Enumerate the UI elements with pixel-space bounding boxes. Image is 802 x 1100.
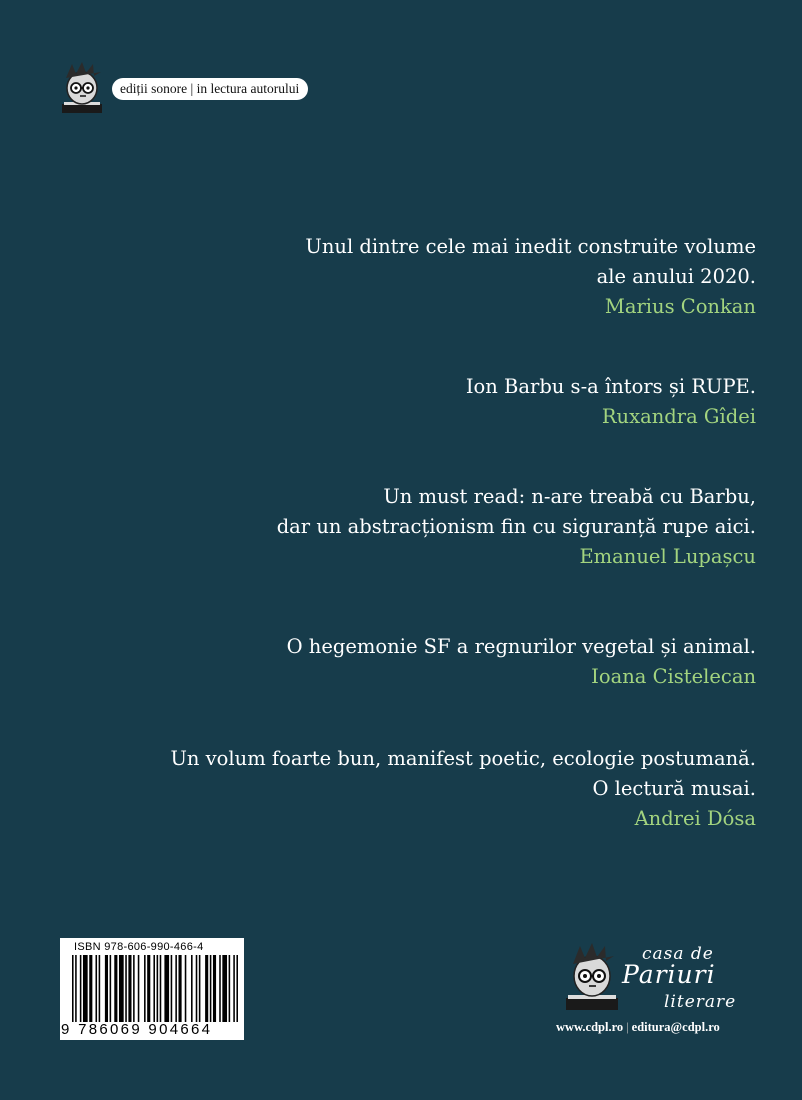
barcode-bar: [178, 955, 181, 1022]
publisher-name-line: casa de: [642, 944, 714, 964]
barcode-bar: [128, 955, 131, 1022]
barcode-bar: [229, 955, 231, 1022]
barcode-bar: [185, 955, 187, 1022]
blurb-author: Andrei Dósa: [634, 807, 756, 830]
blurb-author: Ioana Cistelecan: [591, 665, 756, 688]
blurb-quote: O lectură musai.: [592, 777, 756, 800]
barcode-digits: 9 786069 904664: [61, 1021, 213, 1038]
barcode-bar: [72, 955, 74, 1022]
barcode-bar: [80, 955, 82, 1022]
blurb: [466, 372, 756, 432]
barcode-bar: [83, 955, 88, 1022]
isbn-barcode: [60, 938, 244, 1040]
blurb-quote: Un must read: n-are treabă cu Barbu,: [383, 485, 756, 508]
series-label: ediții sonore | in lectura autorului: [112, 78, 308, 100]
barcode-bar: [99, 955, 101, 1022]
barcode-bar: [205, 955, 208, 1022]
barcode-bar: [222, 955, 227, 1022]
barcode-bar: [210, 955, 212, 1022]
blurb-quote: dar un abstracționism fin cu siguranță rupe aici.: [276, 515, 756, 538]
barcode-bars: [72, 955, 238, 1022]
barcode-bar: [144, 955, 146, 1022]
blurb-quote: O hegemonie SF a regnurilor vegetal și animal.: [286, 635, 756, 658]
barcode-bar: [191, 955, 193, 1022]
blurb: [277, 482, 756, 572]
barcode-bar: [114, 955, 117, 1022]
barcode-bar: [153, 955, 155, 1022]
barcode-bar: [219, 955, 221, 1022]
barcode-bar: [105, 955, 108, 1022]
barcode-bar: [138, 955, 140, 1022]
blurb: [170, 744, 756, 834]
publisher-name-line: literare: [664, 992, 737, 1012]
blurb-quote: Ion Barbu s-a întors și RUPE.: [465, 375, 756, 398]
barcode-bar: [157, 955, 159, 1022]
blurb-quote: ale anului 2020.: [596, 265, 756, 288]
barcode-bar: [89, 955, 92, 1022]
publisher-contact: [556, 1020, 720, 1035]
isbn-label: ISBN 978-606-990-466-4: [74, 941, 204, 953]
blurb-quote: Unul dintre cele mai inedit construite volume: [305, 235, 756, 258]
barcode-bar: [213, 955, 216, 1022]
blurb-author: Marius Conkan: [604, 295, 756, 318]
barcode-bar: [236, 955, 238, 1022]
barcode-bar: [175, 955, 177, 1022]
blurb: [287, 632, 756, 692]
barcode-bar: [164, 955, 169, 1022]
blurb-author: Ruxandra Gîdei: [601, 405, 756, 428]
barcode-bar: [125, 955, 127, 1022]
publisher-logo: [618, 944, 768, 1016]
barcode-bar: [95, 955, 97, 1022]
barcode-bar: [119, 955, 124, 1022]
publisher-email: editura@cdpl.ro: [631, 1020, 720, 1034]
blurb-quote: Un volum foarte bun, manifest poetic, ecologie postumană.: [170, 747, 756, 770]
publisher-name-line: Pariuri: [622, 960, 716, 989]
publisher-website: www.cdpl.ro: [556, 1020, 624, 1034]
barcode-bar: [110, 955, 112, 1022]
barcode-bar: [133, 955, 135, 1022]
barcode-bar: [147, 955, 150, 1022]
blurb-author: Emanuel Lupașcu: [579, 545, 756, 568]
barcode-bar: [199, 955, 201, 1022]
barcode-bar: [160, 955, 162, 1022]
separator: |: [626, 1020, 629, 1034]
barcode-bar: [171, 955, 173, 1022]
blurb: [305, 232, 756, 322]
mascot-logo-icon: [56, 58, 120, 120]
barcode-bar: [196, 955, 198, 1022]
barcode-bar: [233, 955, 235, 1022]
barcode-bar: [75, 955, 77, 1022]
